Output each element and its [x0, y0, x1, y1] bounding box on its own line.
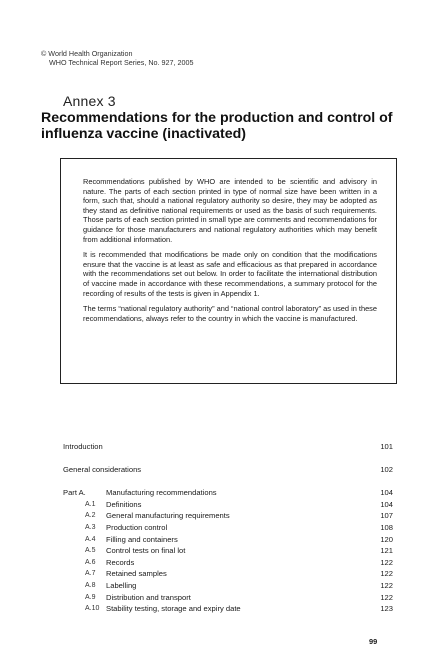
toc-entry-a3[interactable]: [63, 522, 393, 534]
notice-paragraph: Recommendations published by WHO are intended to be scientific and advisory in nature. The parts of each section printed in type of normal size have been written in a form, such that, should a national regulatory authority so desire, they may be adopted as they stand as definitive national requirements or used as the basis of such requirements. Those parts of each section printed in small type are comments and recommendations for guidance for those manufacturers and national regulatory authorities which may benefit from additional information.: [83, 177, 377, 244]
toc-entry-general[interactable]: [63, 464, 393, 476]
toc-page: 122: [380, 592, 393, 602]
toc-page: 107: [380, 511, 393, 521]
notice-content: [83, 177, 377, 329]
page-number: 99: [369, 637, 378, 646]
toc-number: A.5: [85, 547, 96, 555]
toc-page: 104: [380, 499, 393, 509]
toc-page: 102: [380, 465, 393, 475]
annex-label: Annex 3: [63, 93, 116, 109]
toc-label: Records: [106, 557, 135, 567]
series-line: WHO Technical Report Series, No. 927, 2005: [49, 58, 194, 67]
toc-page: 122: [380, 569, 393, 579]
toc-label: Definitions: [106, 499, 142, 509]
toc-number: A.8: [85, 581, 96, 589]
notice-paragraph: The terms “national regulatory authority” and “national control laboratory” as used in these recommendations, always refer to the country in which the vaccine is manufactured.: [83, 304, 377, 323]
toc-number: A.7: [85, 570, 96, 578]
toc-entry-a7[interactable]: [63, 568, 393, 580]
toc-page: 108: [380, 522, 393, 532]
toc-page: 122: [380, 580, 393, 590]
toc-label: Manufacturing recommendations: [106, 488, 217, 498]
toc-label: General considerations: [63, 465, 142, 475]
toc-number: A.3: [85, 523, 96, 531]
annex-title: Recommendations for the production and control of influenza vaccine (inactivated): [41, 110, 393, 142]
toc-entry-part-a[interactable]: [63, 487, 393, 499]
toc-entry-a8[interactable]: [63, 580, 393, 592]
toc-page: 104: [380, 488, 393, 498]
copyright-line: © World Health Organization: [41, 49, 133, 58]
toc-page: 121: [380, 546, 393, 556]
toc-label: Stability testing, storage and expiry date: [106, 604, 241, 614]
toc-label: Production control: [106, 522, 168, 532]
toc-number: Part A.: [63, 488, 86, 498]
table-of-contents: [63, 441, 393, 615]
toc-number: A.1: [85, 500, 96, 508]
toc-entry-a9[interactable]: [63, 592, 393, 604]
toc-label: Labelling: [106, 580, 137, 590]
toc-entry-a6[interactable]: [63, 557, 393, 569]
notice-paragraph: It is recommended that modifications be made only on condition that the modifications ensure that the vaccine is at least as safe and efficacious as that prepared in accordance with the recommendations set out below. In order to facilitate the international distribution of vaccine made in accordance with these recommendations, a summary protocol for the recording of results of the tests is given in Appendix 1.: [83, 250, 377, 298]
toc-entry-a2[interactable]: [63, 510, 393, 522]
toc-label: Control tests on final lot: [106, 546, 186, 556]
toc-number: A.10: [85, 605, 100, 613]
toc-entry-a10[interactable]: [63, 603, 393, 615]
toc-number: A.6: [85, 558, 96, 566]
toc-entry-a5[interactable]: [63, 545, 393, 557]
toc-entry-a4[interactable]: [63, 534, 393, 546]
toc-number: A.2: [85, 512, 96, 520]
toc-number: A.9: [85, 593, 96, 601]
toc-label: Distribution and transport: [106, 592, 191, 602]
toc-label: Retained samples: [106, 569, 167, 579]
toc-entry-introduction[interactable]: [63, 441, 393, 453]
toc-page: 120: [380, 534, 393, 544]
toc-page: 122: [380, 557, 393, 567]
toc-page: 101: [380, 442, 393, 451]
toc-label: Introduction: [63, 442, 103, 451]
toc-page: 123: [380, 604, 393, 614]
toc-entry-a1[interactable]: [63, 499, 393, 511]
toc-label: General manufacturing requirements: [106, 511, 230, 521]
toc-number: A.4: [85, 535, 96, 543]
copyright-notice: [41, 49, 194, 67]
toc-label: Filling and containers: [106, 534, 178, 544]
notice-box: [60, 158, 397, 384]
